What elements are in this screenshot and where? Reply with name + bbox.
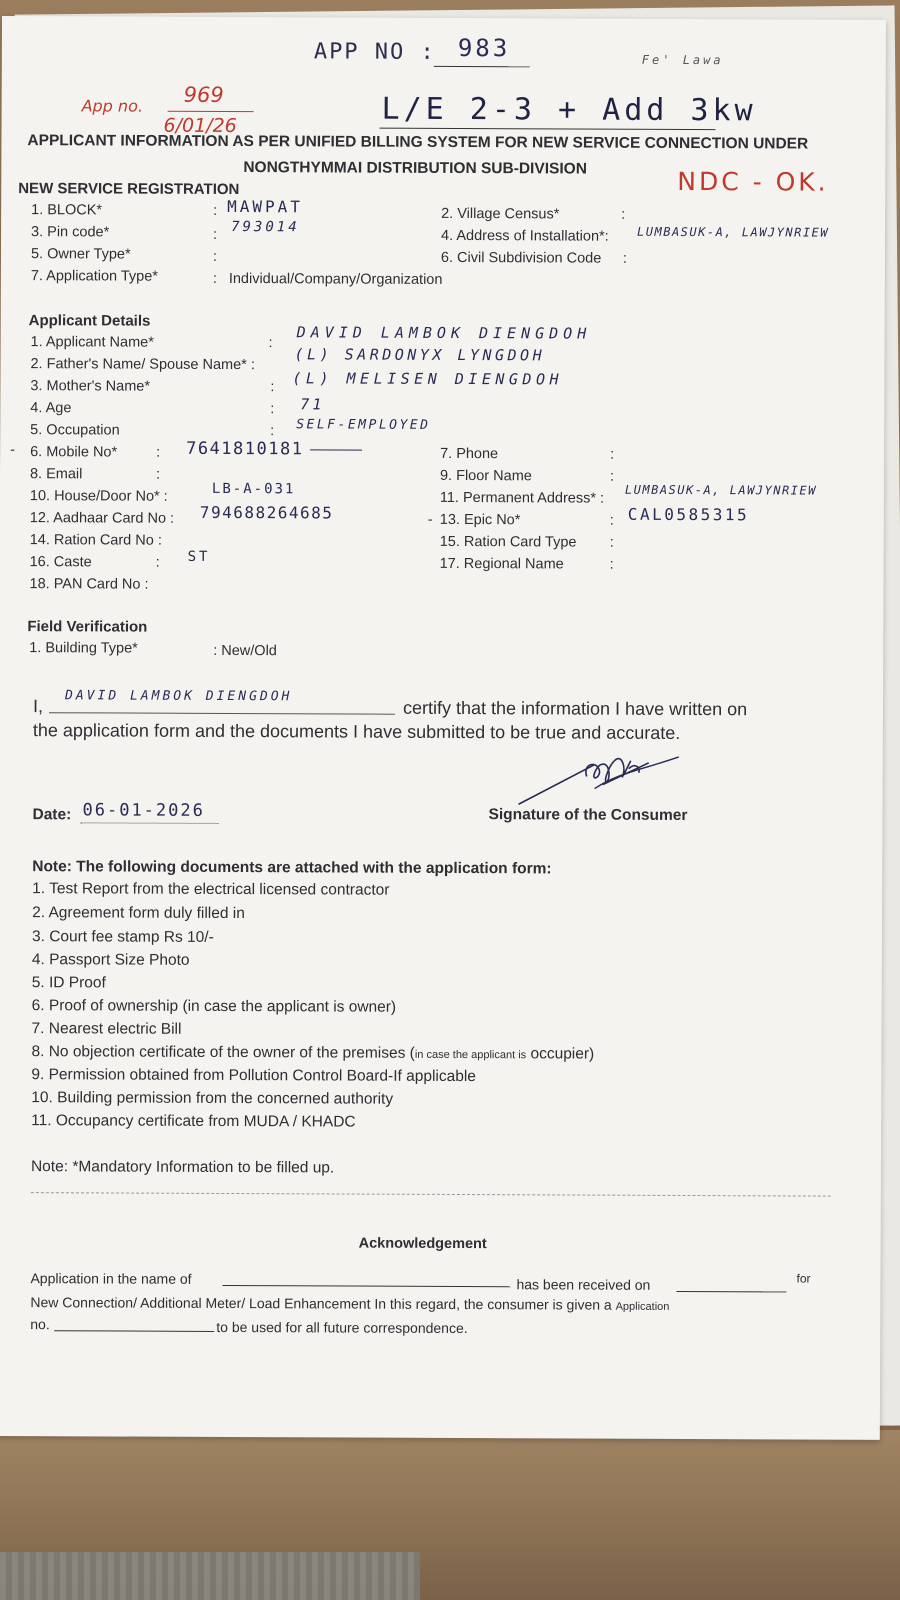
certify-name: DAVID LAMBOK DIENGDOH: [65, 688, 293, 705]
document-item-10: 10. Building permission from the concerned authority: [31, 1089, 394, 1108]
ration-type-label: 15. Ration Card Type: [439, 533, 577, 551]
application-form: APP NO : 983 Fe' Lawa App no. 969 6/01/26 L/E 2-3 + Add 3kw APPLICANT INFORMATION AS PER UNIFIED BILLING SYSTEM FOR NEW SERVICE CONNECTION UNDER NONGTHYMMAI DISTRIBUTION SUB-DIVISION NDC - OK. NEW SERVICE REGISTRATION 1. BLOCK* : MAWPAT 2. Village Census* : 3. Pin code* : 793014 4. Address of Installation*: LUMBASUK-A, LAWJYNRIEW 5. Owner Type* : 6. Civil Subdivision Code : 7. Application Type* : Individual/Company/Organization Applicant Details 1. Applicant Name* : DAVID LAMBOK DIENGDOH 2. Father's Name/ Spouse Name* : (L) SARDONYX LYNGDOH 3. Mother's Name* : (L) MELISEN DIENGDOH 4. Age : 71 5. Occupation : SELF-EMPLOYED - 6. Mobile No* : 7641810181 7. Phone : 8. Email : 9. Floor Name : 10. House/Door No* : LB-A-031 11. Permanent Address* : LUMBASUK-A, LAWJYNRIEW 12. Aadhaar Card No : 794688264685 - 13. Epic No* : CAL0585315 14. Ration Card No : 15. Ration Card Type : 16. Caste : ST 17. Regional Name : 18. PAN Card No : Field Verification 1. Building Type* : New/Old I, DAVID LAMBOK DIENGDOH certify that the information I have written on the application form and the documents I have submitted to be true and accurate. Date: 06-01-2026 Signature of the Consumer Note: The following documents are attached with the application form: 1. Test Report from the electrical licensed contractor 2. Agreement form duly filled in 3. Court fee stamp Rs 10/- 4. Passport Size Photo 5. ID Proof 6. Proof of ownership (in case the applicant is owner) 7. Nearest electric Bill 8. No objection certificate of the owner of the premises (in case the applicant is occupier) 9. Permission obtained from Pollution Control Board-If applicable 10. Building permission from the concerned authority 11. Occupancy certificate from MUDA / KHADC Note: *Mandatory Information to be filled up. Acknowledgement Application in the name of has been received on for New Connection/ Additional Meter/ Load Enhancement In this regard, the consumer is given a Application no. to be used for all future correspondence.: [0, 16, 886, 1440]
owner-type-label: 5. Owner Type*: [30, 246, 131, 263]
red-app-no-label: App no.: [81, 96, 144, 116]
load-note: L/E 2-3 + Add 3kw: [381, 91, 757, 129]
document-item-9: 9. Permission obtained from Pollution Control Board-If applicable: [31, 1066, 476, 1086]
date-value: 06-01-2026: [82, 800, 205, 821]
date-line: [80, 822, 218, 824]
certify-name-line: [49, 712, 395, 715]
phone-label: 7. Phone: [440, 445, 499, 463]
age-value: 71: [300, 395, 325, 414]
mother-name-label: 3. Mother's Name*: [30, 378, 151, 395]
document-item-4: 4. Passport Size Photo: [31, 951, 190, 969]
ack-line2-small: Application: [615, 1300, 670, 1313]
ack-date-line: [676, 1291, 786, 1292]
occupation-label: 5. Occupation: [30, 422, 120, 439]
applicant-name-label: 1. Applicant Name*: [30, 334, 154, 351]
certify-text-1: certify that the information I have written on: [402, 697, 748, 720]
red-fraction-line: [168, 111, 254, 112]
ack-line3-start: no.: [30, 1316, 50, 1333]
mobile-value: 7641810181: [186, 438, 304, 460]
pin-label: 3. Pin code*: [31, 224, 110, 241]
caste-value: ST: [187, 548, 211, 565]
certify-prefix: I,: [32, 696, 44, 717]
caste-label: 16. Caste: [29, 554, 92, 571]
app-no-value: 983: [457, 33, 511, 63]
epic-value: CAL0585315: [627, 504, 750, 525]
consumer-signature: [499, 742, 729, 813]
ack-line1-start: Application in the name of: [30, 1270, 192, 1287]
village-label: 2. Village Census*: [441, 205, 560, 223]
applicant-name-value: DAVID LAMBOK DIENGDOH: [296, 323, 592, 343]
document-item-2: 2. Agreement form duly filled in: [32, 904, 245, 923]
document-item-8-small: in case the applicant is: [414, 1048, 527, 1062]
top-right-scribble: Fe' Lawa: [641, 52, 724, 68]
signature-label: Signature of the Consumer: [488, 806, 688, 824]
father-name-label: 2. Father's Name/ Spouse Name* :: [30, 356, 255, 374]
mother-name-value: (L) MELISEN DIENGDOH: [292, 369, 564, 389]
ack-name-line: [222, 1285, 510, 1287]
pin-value: 793014: [231, 219, 300, 236]
ack-line2: New Connection/ Additional Meter/ Load Enhancement In this regard, the consumer is given a Application: [30, 1294, 670, 1313]
app-no-underline: [434, 66, 530, 67]
form-title-line2: NONGTHYMMAI DISTRIBUTION SUB-DIVISION: [243, 159, 587, 178]
permanent-address-label: 11. Permanent Address* :: [439, 489, 605, 507]
age-label: 4. Age: [30, 400, 72, 417]
epic-label: 13. Epic No*: [439, 511, 521, 529]
applicant-details-heading: Applicant Details: [28, 312, 151, 330]
mandatory-note: Note: *Mandatory Information to be filled up.: [30, 1158, 335, 1177]
form-title-line1: APPLICANT INFORMATION AS PER UNIFIED BILLING SYSTEM FOR NEW SERVICE CONNECTION UNDER: [27, 132, 809, 153]
aadhaar-label: 12. Aadhaar Card No :: [29, 510, 175, 527]
permanent-address-value: LUMBASUK-A, LAWJYNRIEW: [624, 482, 817, 498]
document-item-7: 7. Nearest electric Bill: [31, 1020, 182, 1038]
document-item-11: 11. Occupancy certificate from MUDA / KHADC: [31, 1112, 356, 1131]
cloth: [0, 1552, 420, 1600]
date-label: Date:: [32, 806, 72, 824]
ack-appno-line: [54, 1330, 214, 1332]
ack-line3-end: to be used for all future correspondence.: [216, 1318, 468, 1337]
application-type-value: Individual/Company/Organization: [228, 270, 443, 288]
ack-line1-mid: has been received on: [516, 1276, 651, 1293]
ack-line1-end: for: [796, 1271, 811, 1286]
pan-label: 18. PAN Card No :: [29, 576, 149, 593]
document-item-1: 1. Test Report from the electrical licensed contractor: [32, 880, 390, 899]
document-item-5: 5. ID Proof: [31, 974, 106, 992]
regional-name-label: 17. Regional Name: [439, 555, 564, 573]
father-name-value: (L) SARDONYX LYNGDOH: [294, 345, 546, 365]
load-note-underline: [380, 128, 716, 130]
installation-address-value: LUMBASUK-A, LAWJYNRIEW: [637, 224, 830, 240]
building-type-value: : New/Old: [213, 642, 277, 660]
block-value: MAWPAT: [227, 196, 304, 217]
ndc-note: NDC - OK.: [677, 166, 829, 197]
floor-name-label: 9. Floor Name: [439, 467, 532, 485]
aadhaar-value: 794688264685: [199, 502, 334, 523]
documents-heading: Note: The following documents are attached with the application form:: [32, 858, 552, 878]
house-no-label: 10. House/Door No* :: [29, 488, 168, 505]
installation-address-label: 4. Address of Installation*:: [441, 227, 609, 245]
building-type-label: 1. Building Type*: [29, 640, 138, 657]
document-item-3: 3. Court fee stamp Rs 10/-: [31, 928, 214, 946]
field-verification-heading: Field Verification: [27, 618, 148, 636]
mobile-label: 6. Mobile No*: [30, 444, 118, 461]
mobile-strike: [310, 449, 362, 450]
block-label: 1. BLOCK*: [31, 202, 103, 219]
document-item-6: 6. Proof of ownership (in case the applicant is owner): [31, 997, 397, 1016]
civil-subdivision-label: 6. Civil Subdivision Code: [440, 249, 602, 267]
house-no-value: LB-A-031: [211, 480, 296, 498]
application-type-label: 7. Application Type*: [30, 268, 159, 285]
occupation-value: SELF-EMPLOYED: [296, 417, 431, 433]
email-label: 8. Email: [29, 466, 83, 483]
document-item-8: 8. No objection certificate of the owner of the premises (in case the applicant is occupier): [31, 1043, 595, 1063]
certify-text-2: the application form and the documents I have submitted to be true and accurate.: [32, 720, 681, 743]
registration-heading: NEW SERVICE REGISTRATION: [18, 180, 240, 199]
ration-card-label: 14. Ration Card No :: [29, 532, 162, 549]
app-no-label: APP NO :: [313, 39, 436, 65]
acknowledgement-heading: Acknowledgement: [358, 1235, 487, 1253]
divider: [31, 1192, 831, 1196]
red-date: 6/01/26: [163, 114, 237, 138]
red-app-no-value: 969: [183, 82, 224, 107]
